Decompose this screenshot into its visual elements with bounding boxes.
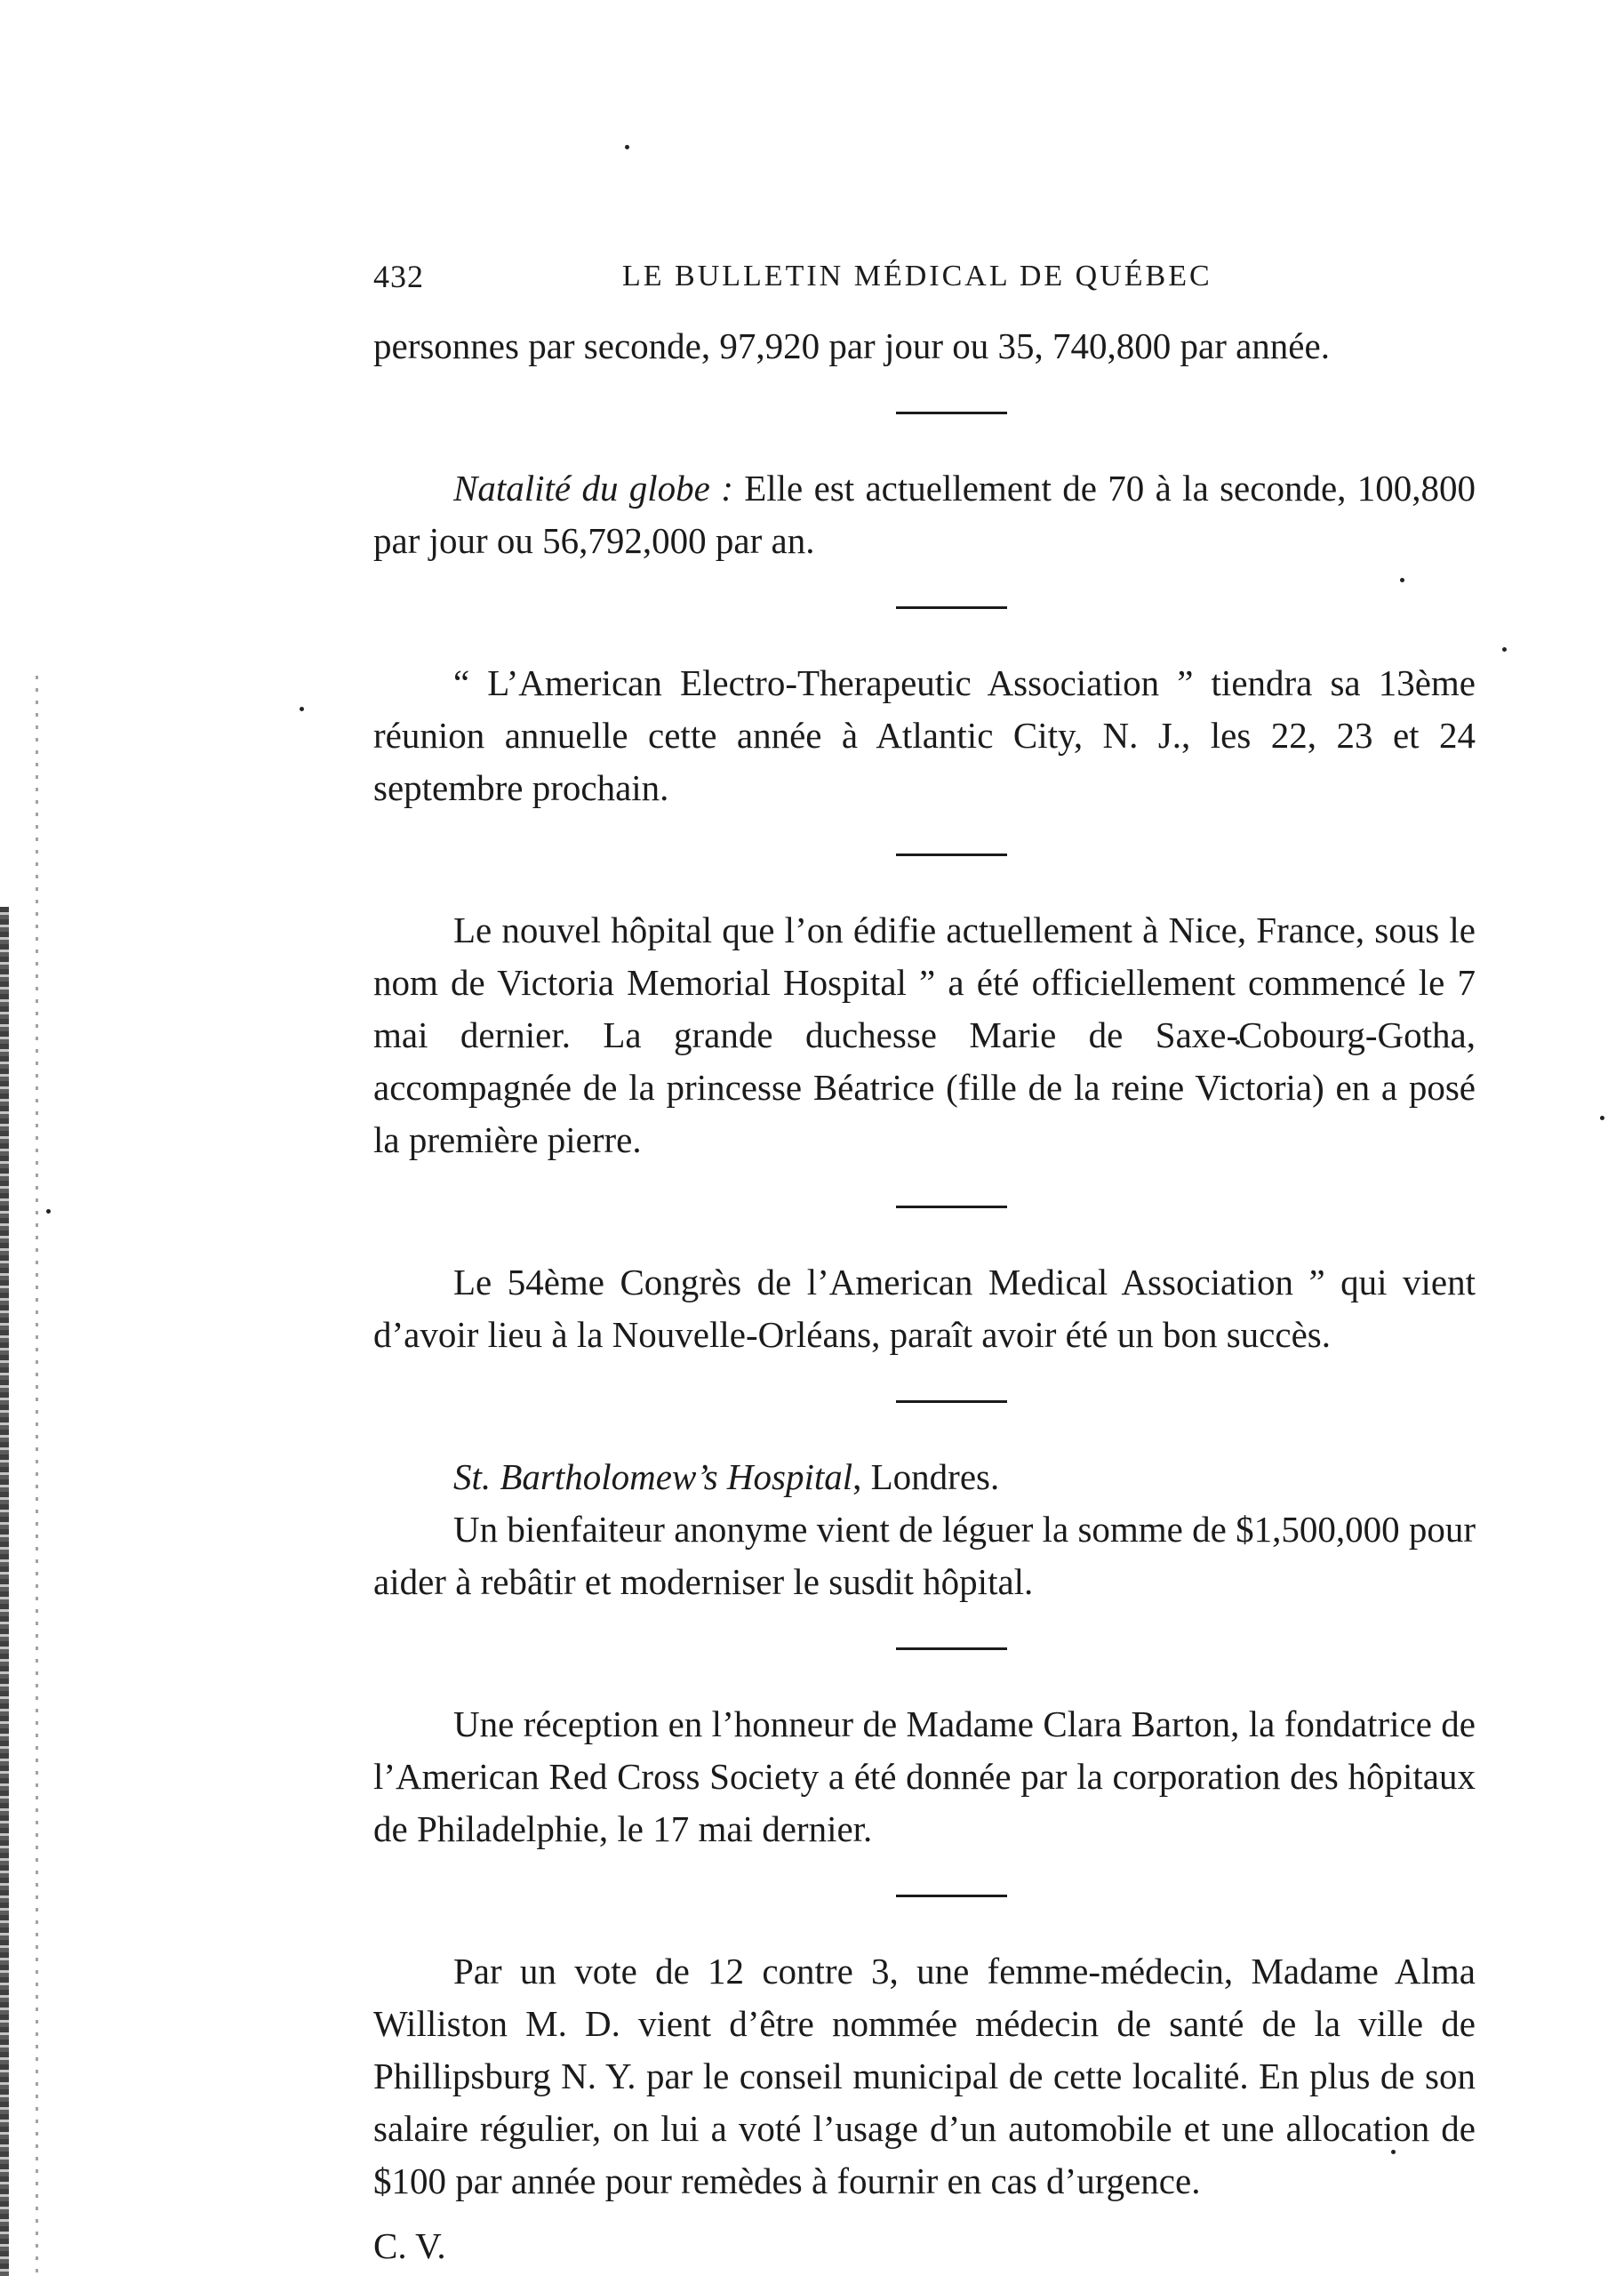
paragraph-clara-barton: Une réception en l’honneur de Madame Clara Barton, la fondatrice de l’American Red Cross Society a été donnée par la corporation des hôpitaux de Philadelphie, le 17 mai dernier. — [373, 1703, 1476, 1849]
paragraph-ama-congress: Le 54ème Congrès de l’American Medical Association ” qui vient d’avoir lieu à la Nouvelle-Orléans, paraît avoir été un bon succès. — [373, 1262, 1476, 1355]
section-rule — [896, 412, 1007, 414]
section-rule — [896, 606, 1007, 609]
paragraph-heading: St. Bartholomew’s Hospital — [453, 1456, 853, 1497]
section-rule — [896, 1895, 1007, 1897]
paragraph-heading: Natalité du globe : — [453, 468, 733, 509]
paragraph-bartholomew-heading: St. Bartholomew’s Hospital, Londres. — [453, 1456, 1000, 1497]
scan-speck — [1600, 1116, 1604, 1120]
scan-speck — [46, 1209, 51, 1214]
running-title: LE BULLETIN MÉDICAL DE QUÉBEC — [622, 260, 1212, 293]
scan-speck — [300, 707, 304, 711]
scan-speck — [625, 145, 629, 149]
scan-speck — [1502, 647, 1507, 652]
section-rule — [896, 1400, 1007, 1403]
binding-edge-dots — [36, 676, 38, 2276]
paragraph-electro-therapeutic: “ L’American Electro-Therapeutic Association ” tiendra sa 13ème réunion annuelle cette année à Atlantic City, N. J., les 22, 23 et 24 septembre prochain. — [373, 662, 1476, 808]
binding-edge-artifact — [0, 907, 9, 2276]
running-header — [373, 258, 1227, 302]
section-rule — [896, 1647, 1007, 1650]
paragraph-victoria-hospital: Le nouvel hôpital que l’on édifie actuellement à Nice, France, sous le nom de Victoria Memorial Hospital ” a été officiellement commencé le 7 mai dernier. La grande duchesse Marie de Saxe-Cobourg-Gotha, accompagnée de la princesse Béatrice (fille de la reine Victoria) en a posé la première pierre. — [373, 910, 1476, 1160]
section-rule — [896, 1206, 1007, 1208]
paragraph-natalite: Natalité du globe : Elle est actuellement de 70 à la seconde, 100,800 par jour ou 56,792,000 par an. — [373, 468, 1476, 561]
article-body — [373, 320, 1476, 2272]
paragraph-continuation: personnes par seconde, 97,920 par jour ou 35, 740,800 par année. — [373, 325, 1330, 366]
paragraph-alma-williston: Par un vote de 12 contre 3, une femme-médecin, Madame Alma Williston M. D. vient d’être nommée médecin de santé de la ville de Phillipsburg N. Y. par le conseil municipal de cette localité. En plus de son salaire régulier, on lui a voté l’usage d’un automobile et une allocation de $100 par année pour remèdes à fournir en cas d’urgence. — [373, 1951, 1476, 2201]
paragraph-bartholomew-gift: Un bienfaiteur anonyme vient de léguer la somme de $1,500,000 pour aider à rebâtir et moderniser le susdit hôpital. — [373, 1509, 1476, 1602]
section-rule — [896, 854, 1007, 856]
signature: C. V. — [373, 2225, 446, 2266]
page-number: 432 — [373, 259, 424, 294]
